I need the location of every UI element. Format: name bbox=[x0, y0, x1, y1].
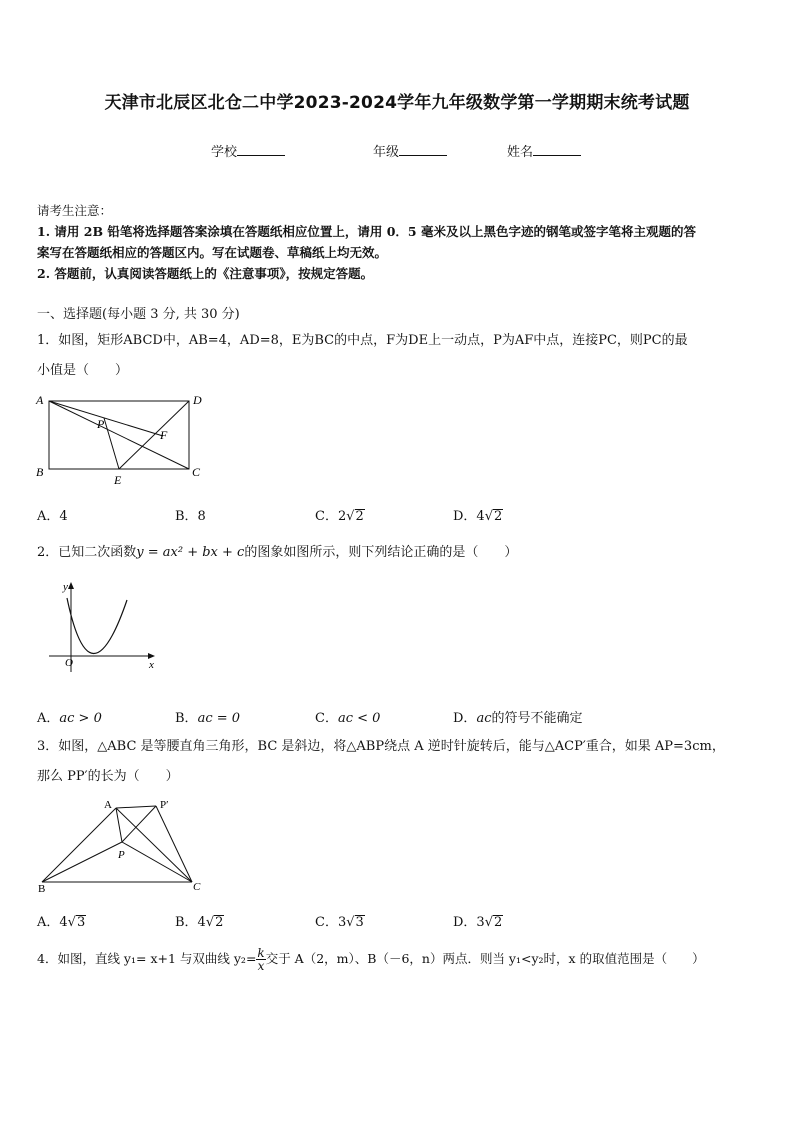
name-label: 姓名 bbox=[507, 145, 534, 160]
q4-fraction-den: x bbox=[257, 959, 265, 973]
q3-option-d-coef: D．3 bbox=[453, 915, 485, 930]
q2-label-x: x bbox=[149, 659, 154, 671]
grade-label: 年级 bbox=[373, 145, 400, 160]
q3-option-a-radicand: 3 bbox=[76, 915, 86, 930]
q2-label-y: y bbox=[63, 581, 68, 593]
q3-option-b[interactable] bbox=[175, 911, 224, 930]
q1-figure bbox=[30, 390, 210, 488]
q2-option-b-letter: B． bbox=[175, 711, 198, 726]
name-blank bbox=[533, 143, 581, 156]
q3-option-a-coef: A．4 bbox=[37, 915, 68, 930]
q4-text-post: 交于 A（2，m）、B（－6，n）两点．则当 y₁<y₂时，x 的取值范围是（ ） bbox=[265, 951, 705, 966]
sqrt-symbol: √2 bbox=[484, 509, 503, 524]
q3-option-d[interactable] bbox=[453, 911, 503, 930]
q3-option-b-coef: B．4 bbox=[175, 915, 206, 930]
q2-option-b-formula: ac = 0 bbox=[197, 711, 241, 726]
q3-label-p: P bbox=[118, 849, 125, 861]
sqrt-symbol: √2 bbox=[205, 915, 224, 930]
q2-formula: y = ax² + bx + c bbox=[136, 545, 245, 560]
q1-line2: 小值是（ ） bbox=[37, 363, 129, 378]
notes-item-1a: 1. 请用 2B 铅笔将选择题答案涂填在答题纸相应位置上，请用 0．5 毫米及以上黑色字迹的钢笔或签字笔将主观题的答 bbox=[37, 224, 696, 239]
q2-text-pre: 2．已知二次函数 bbox=[37, 545, 137, 560]
q3-option-c-radicand: 3 bbox=[355, 915, 364, 930]
q1-option-d-radicand: 2 bbox=[494, 509, 503, 524]
q3-label-p-prime: P′ bbox=[160, 799, 169, 811]
q2-option-a-letter: A． bbox=[37, 711, 60, 726]
grade-field bbox=[373, 141, 447, 160]
q3-line1: 3．如图，△ABC 是等腰直角三角形，BC 是斜边，将△ABP绕点 A 逆时针旋转后，能与△ACP′重合，如果 AP=3cm， bbox=[37, 739, 725, 754]
q3-option-c[interactable] bbox=[315, 911, 365, 930]
q2-option-c-formula: ac < 0 bbox=[337, 711, 381, 726]
q3-option-b-radicand: 2 bbox=[215, 915, 224, 930]
notes-item-1b: 案写在答题纸相应的答题区内。写在试题卷、草稿纸上均无效。 bbox=[37, 245, 388, 260]
q1-label-f: F bbox=[160, 428, 168, 442]
school-blank bbox=[237, 143, 285, 156]
q1-option-d[interactable] bbox=[453, 505, 503, 524]
q3-option-d-radicand: 2 bbox=[494, 915, 503, 930]
q2-option-d[interactable] bbox=[453, 707, 582, 726]
q3-option-a[interactable] bbox=[37, 911, 86, 930]
q1-label-b: B bbox=[36, 465, 44, 479]
q1-option-c-radicand: 2 bbox=[355, 509, 364, 524]
q3-label-a: A bbox=[104, 799, 112, 811]
q1-option-d-coef: D．4 bbox=[453, 509, 485, 524]
q2-option-c[interactable] bbox=[315, 707, 380, 726]
name-field bbox=[507, 141, 581, 160]
school-label: 学校 bbox=[211, 145, 238, 160]
q1-option-b[interactable]: B．8 bbox=[175, 509, 206, 524]
sqrt-symbol: √2 bbox=[484, 915, 503, 930]
grade-blank bbox=[399, 143, 447, 156]
q2-option-c-letter: C． bbox=[315, 711, 338, 726]
q3-line2: 那么 PP′的长为（ ） bbox=[37, 769, 179, 784]
q2-option-b[interactable] bbox=[175, 707, 240, 726]
notes-block bbox=[37, 200, 767, 284]
school-field bbox=[211, 141, 285, 160]
q2-option-a-formula: ac > 0 bbox=[59, 711, 102, 726]
q3-label-c: C bbox=[193, 881, 201, 893]
sqrt-symbol: √3 bbox=[67, 915, 86, 930]
q2-text-post: 的图象如图所示，则下列结论正确的是（ ） bbox=[244, 545, 518, 560]
q3-option-c-coef: C．3 bbox=[315, 915, 347, 930]
q2-option-a[interactable] bbox=[37, 707, 102, 726]
q3-label-b: B bbox=[38, 883, 46, 895]
q1-line1: 1．如图，矩形ABCD中，AB=4，AD=8，E为BC的中点，F为DE上一动点，P为AF中点，连接PC，则PC的最 bbox=[37, 333, 688, 348]
q2-line1 bbox=[37, 538, 762, 568]
q1-label-p: P bbox=[97, 417, 105, 431]
sqrt-symbol: √2 bbox=[346, 509, 364, 524]
q3-figure bbox=[36, 796, 216, 896]
q1-option-c[interactable] bbox=[315, 505, 365, 524]
q2-option-d-letter: D． bbox=[453, 711, 477, 726]
q4-text-pre: 4．如图，直线 y₁= x+1 与双曲线 y₂= bbox=[37, 951, 257, 966]
q2-figure bbox=[45, 578, 165, 674]
q1-label-c: C bbox=[192, 465, 201, 479]
q2-option-d-formula: ac bbox=[476, 711, 492, 726]
q4-line1 bbox=[37, 944, 762, 974]
q1-label-e: E bbox=[114, 473, 122, 487]
q4-fraction bbox=[256, 947, 265, 972]
q1-label-a: A bbox=[36, 393, 44, 407]
q4-fraction-num: k bbox=[257, 946, 265, 960]
page-title: 天津市北辰区北仓二中学2023-2024学年九年级数学第一学期期末统考试题 bbox=[104, 93, 690, 113]
q2-label-o: O bbox=[65, 657, 73, 669]
section-heading: 一、选择题(每小题 3 分, 共 30 分) bbox=[37, 307, 240, 322]
notes-item-2: 2. 答题前，认真阅读答题纸上的《注意事项》，按规定答题。 bbox=[37, 266, 374, 281]
notes-heading: 请考生注意： bbox=[37, 203, 113, 218]
q1-label-d: D bbox=[193, 393, 202, 407]
q1-option-c-coef: C．2 bbox=[315, 509, 347, 524]
q1-option-a[interactable]: A．4 bbox=[37, 509, 68, 524]
sqrt-symbol: √3 bbox=[346, 915, 364, 930]
q2-option-d-text: 的符号不能确定 bbox=[491, 711, 583, 726]
